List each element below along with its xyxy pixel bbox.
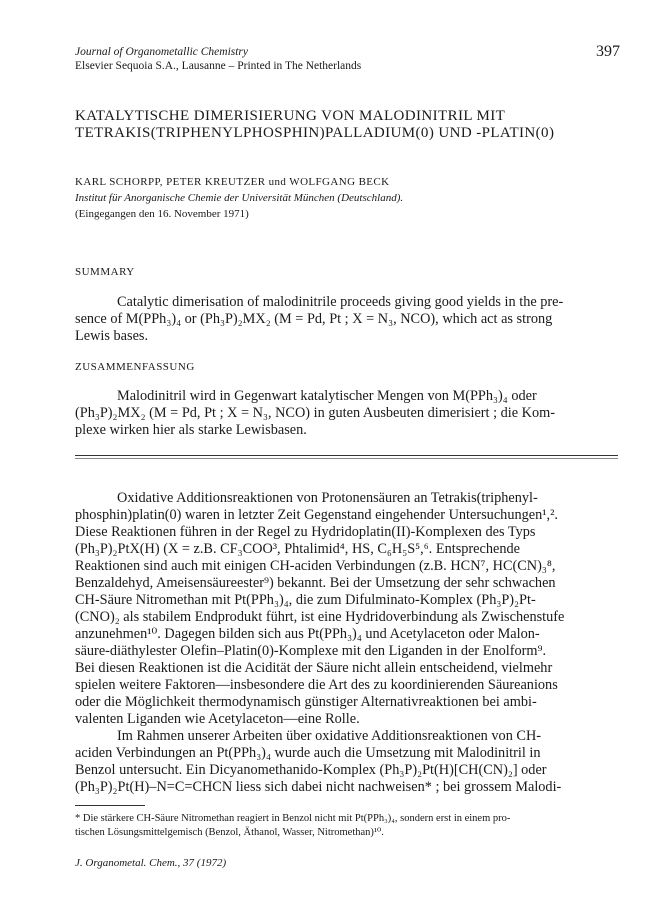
title-line-1: KATALYTISCHE DIMERISIERUNG VON MALODINITRIL MIT <box>75 108 506 124</box>
body-line: Benzaldehyd, Ameisensäureester⁹) bekannt. Bei der Umsetzung der sehr schwachen <box>75 575 556 591</box>
body-line: spielen weitere Faktoren—insbesondere die Art des zu koordinierenden Säureanions <box>75 677 558 693</box>
body-line: (CNO)₂ als stabilem Endprodukt führt, ist eine Hydridoverbindung als Zwischenstufe <box>75 609 565 625</box>
summary-text <box>75 294 618 345</box>
summary-line: Catalytic dimerisation of malodinitrile proceeds giving good yields in the pre- <box>117 294 564 310</box>
publisher-line: Elsevier Sequoia S.A., Lausanne – Printed in The Netherlands <box>75 60 362 72</box>
footnote-line-1: * Die stärkere CH-Säure Nitromethan reagiert in Benzol nicht mit Pt(PPh₃)₄, sondern erst in einem pro- <box>75 813 511 824</box>
separator-rule-thin <box>75 458 618 459</box>
summary-line: Lewis bases. <box>75 328 149 344</box>
zusammenfassung-heading: ZUSAMMENFASSUNG <box>75 361 195 373</box>
article-title <box>75 108 615 142</box>
page-header <box>75 45 620 73</box>
zusammenfassung-line: Malodinitril wird in Gegenwart katalytischer Mengen von M(PPh₃)₄ oder <box>117 388 537 404</box>
body-line: säure-diäthylester Olefin–Platin(0)-Komplexe mit den Liganden in der Enolform⁹. <box>75 643 547 659</box>
separator-rule <box>75 455 618 456</box>
body-line: phosphin)platin(0) waren in letzter Zeit Gegenstand eingehender Untersuchungen¹,². <box>75 507 558 523</box>
body-line: Im Rahmen unserer Arbeiten über oxidative Additionsreaktionen von CH- <box>117 728 542 744</box>
title-line-2: TETRAKIS(TRIPHENYLPHOSPHIN)PALLADIUM(0) UND -PLATIN(0) <box>75 125 555 141</box>
body-line: Benzol untersucht. Ein Dicyanomethanido-Komplex (Ph₃P)₂Pt(H)[CH(CN)₂] oder <box>75 762 547 778</box>
zusammenfassung-line: (Ph₃P)₂MX₂ (M = Pd, Pt ; X = N₃, NCO) in guten Ausbeuten dimerisiert ; die Kom- <box>75 405 556 421</box>
body-line: anzunehmen¹⁰. Dagegen bilden sich aus Pt(PPh₃)₄ und Acetylaceton oder Malon- <box>75 626 540 642</box>
body-line: (Ph₃P)₂PtX(H) (X = z.B. CF₃COO³, Phtalimid⁴, HS, C₆H₅S⁵,⁶. Entsprechende <box>75 541 520 557</box>
journal-citation-footer: J. Organometal. Chem., 37 (1972) <box>75 857 227 869</box>
zusammenfassung-text <box>75 388 618 439</box>
zusammenfassung-line: plexe wirken hier als starke Lewisbasen. <box>75 422 307 438</box>
page-number: 397 <box>596 43 620 60</box>
summary-line: sence of M(PPh₃)₄ or (Ph₃P)₂MX₂ (M = Pd, Pt ; X = N₃, NCO), which act as strong <box>75 311 553 327</box>
received-date: (Eingegangen den 16. November 1971) <box>75 208 249 220</box>
body-line: Oxidative Additionsreaktionen von Protonensäuren an Tetrakis(triphenyl- <box>117 490 538 506</box>
body-line: (Ph₃P)₂Pt(H)–N=C=CHCN liess sich dabei nicht nachweisen* ; bei grossem Malodi- <box>75 779 562 795</box>
body-line: aciden Verbindungen an Pt(PPh₃)₄ wurde auch die Umsetzung mit Malodinitril in <box>75 745 541 761</box>
summary-heading: SUMMARY <box>75 266 135 278</box>
affiliation: Institut für Anorganische Chemie der Universität München (Deutschland). <box>75 192 404 204</box>
author-list: KARL SCHORPP, PETER KREUTZER und WOLFGANG BECK <box>75 176 390 188</box>
body-line: CH-Säure Nitromethan mit Pt(PPh₃)₄, die zum Difulminato-Komplex (Ph₃P)₂Pt- <box>75 592 536 608</box>
footnote <box>75 812 620 840</box>
body-line: Diese Reaktionen führen in der Regel zu Hydridoplatin(II)-Komplexen des Typs <box>75 524 536 540</box>
footnote-line-2: tischen Lösungsmittelgemisch (Benzol, Äthanol, Wasser, Nitromethan)¹⁰. <box>75 827 384 838</box>
body-line: oder die Möglichkeit thermodynamisch günstiger Alternativreaktionen bei ambi- <box>75 694 537 710</box>
body-paragraph-1 <box>75 490 618 728</box>
journal-name: Journal of Organometallic Chemistry <box>75 46 249 58</box>
body-paragraph-2 <box>75 728 618 796</box>
footnote-rule <box>75 805 145 806</box>
body-line: valenten Liganden wie Acetylaceton—eine Rolle. <box>75 711 360 727</box>
body-line: Reaktionen sind auch mit einigen CH-aciden Verbindungen (z.B. HCN⁷, HC(CN)₃⁸, <box>75 558 556 574</box>
body-line: Bei diesen Reaktionen ist die Acidität der Säure nicht allein entscheidend, vielmehr <box>75 660 553 676</box>
